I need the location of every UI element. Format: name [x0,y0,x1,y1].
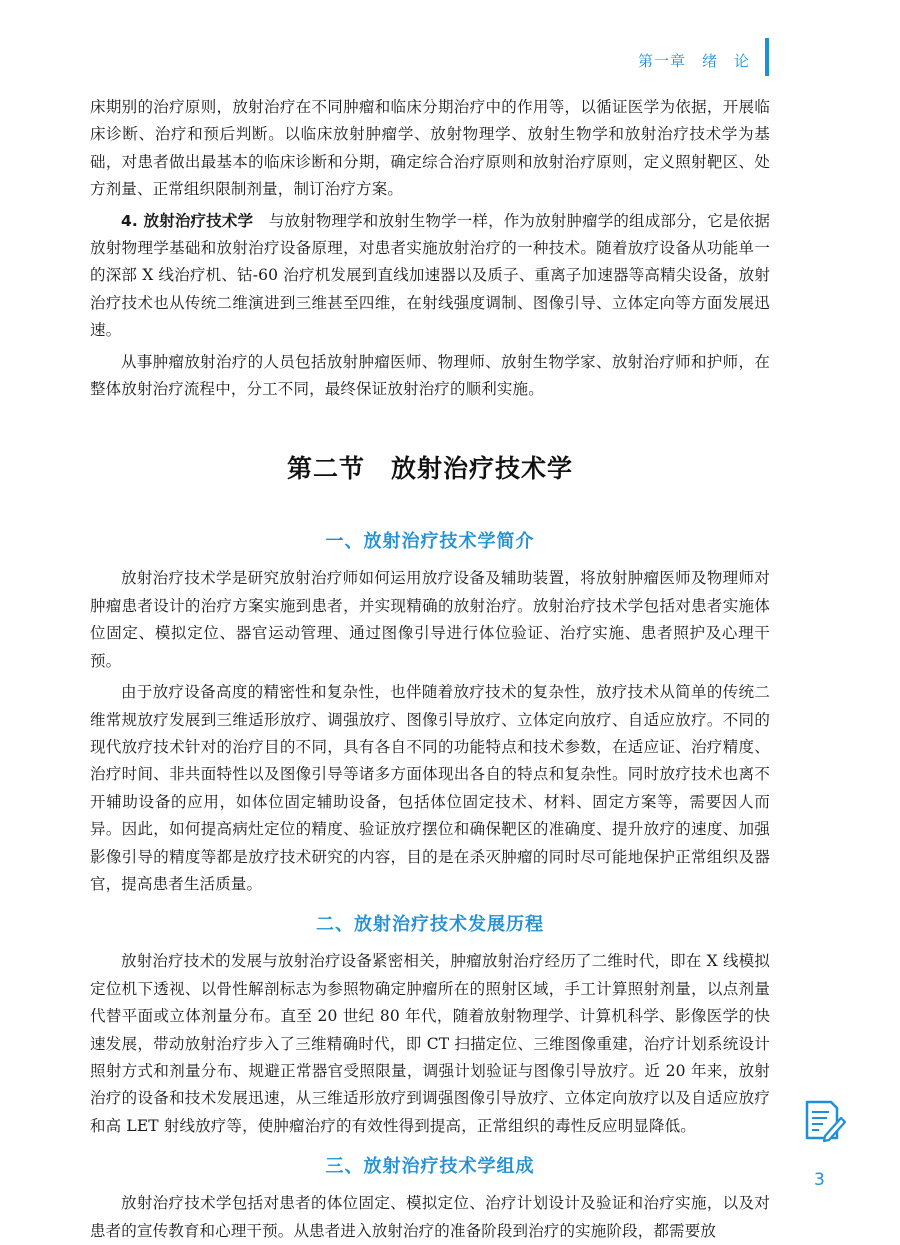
paragraph: 由于放疗设备高度的精密性和复杂性，也伴随着放疗技术的复杂性，放疗技术从简单的传统二维常规放疗发展到三维适形放疗、调强放疗、图像引导放疗、立体定向放疗、自适应放疗。不同的现代放疗技术针对的治疗目的不同，具有各自不同的功能特点和技术参数，在适应证、治疗精度、治疗时间、非共面特性以及图像引导等诸多方面体现出各自的特点和复杂性。同时放疗技术也离不开辅助设备的应用，如体位固定辅助设备，包括体位固定技术、材料、固定方案等，需要因人而异。因此，如何提高病灶定位的精度、验证放疗摆位和确保靶区的准确度、提升放疗的速度、加强影像引导的精度等都是放疗技术研究的内容，目的是在杀灭肿瘤的同时尽可能地保护正常组织及器官，提高患者生活质量。 [90,683,770,893]
paragraph [90,208,770,345]
page-number: 3 [814,1170,825,1190]
paragraph-text: 与放射物理学和放射生物学一样，作为放射肿瘤学的组成部分，它是依据放射物理学基础和放射治疗设备原理，对患者实施放射治疗的一种技术。随着放疗设备从功能单一的深部 X 线治疗机、钴-60 治疗机发展到直线加速器以及质子、重离子加速器等高精尖设备，放射治疗技术也从传统二维演进到三维甚至四维，在射线强度调制、图像引导、立体定向等方面发展迅速。 [90,211,770,340]
header-accent-bar [765,38,769,76]
paragraph-lead: 4. 放射治疗技术学 [121,211,254,230]
paragraph: 放射治疗技术的发展与放射治疗设备紧密相关，肿瘤放射治疗经历了二维时代，即在 X 线模拟定位机下透视、以骨性解剖标志为参照物确定肿瘤所在的照射区域，手工计算照射剂量，以点剂量代替平面或立体剂量分布。直至 20 世纪 80 年代，随着放射物理学、计算机科学、影像医学的快速发展，带动放射治疗步入了三维精确时代，即 CT 扫描定位、三维图像重建，治疗计划系统设计照射方式和剂量分布、规避正常器官受照限量，调强计划验证与图像引导放疗。近 20 年来，放射治疗的设备和技术发展迅速，从三维适形放疗到调强图像引导放疗、立体定向放疗以及自适应放疗和高 LET 射线放疗等，使肿瘤治疗的有效性得到提高，正常组织的毒性反应明显降低。 [90,952,770,1135]
section-title: 第二节 放射治疗技术学 [286,454,573,484]
paragraph: 放射治疗技术学是研究放射治疗师如何运用放疗设备及辅助装置，将放射肿瘤医师及物理师对肿瘤患者设计的治疗方案实施到患者，并实现精确的放射治疗。放射治疗技术学包括对患者实施体位固定、模拟定位、器官运动管理、通过图像引导进行体位验证、治疗实施、患者照护及心理干预。 [90,569,770,670]
note-pencil-icon [801,1098,847,1144]
paragraph: 床期别的治疗原则，放射治疗在不同肿瘤和临床分期治疗中的作用等，以循证医学为依据，开展临床诊断、治疗和预后判断。以临床放射肿瘤学、放射物理学、放射生物学和放射治疗技术学为基础，对患者做出最基本的临床诊断和分期，确定综合治疗原则和放射治疗原则，定义照射靶区、处方剂量、正常组织限制剂量，制订治疗方案。 [90,98,770,199]
page-content [90,94,770,1245]
subsection-title-3: 三、放射治疗技术学组成 [325,1156,535,1178]
paragraph: 从事肿瘤放射治疗的人员包括放射肿瘤医师、物理师、放射生物学家、放射治疗师和护师，在整体放射治疗流程中，分工不同，最终保证放射治疗的顺利实施。 [90,352,770,399]
chapter-header: 第一章 绪 论 [637,52,750,70]
subsection-title-1: 一、放射治疗技术学简介 [325,531,535,553]
paragraph: 放射治疗技术学包括对患者的体位固定、模拟定位、治疗计划设计及验证和治疗实施，以及对患者的宣传教育和心理干预。从患者进入放射治疗的准备阶段到治疗的实施阶段，都需要放 [90,1194,770,1240]
subsection-title-2: 二、放射治疗技术发展历程 [316,914,544,936]
